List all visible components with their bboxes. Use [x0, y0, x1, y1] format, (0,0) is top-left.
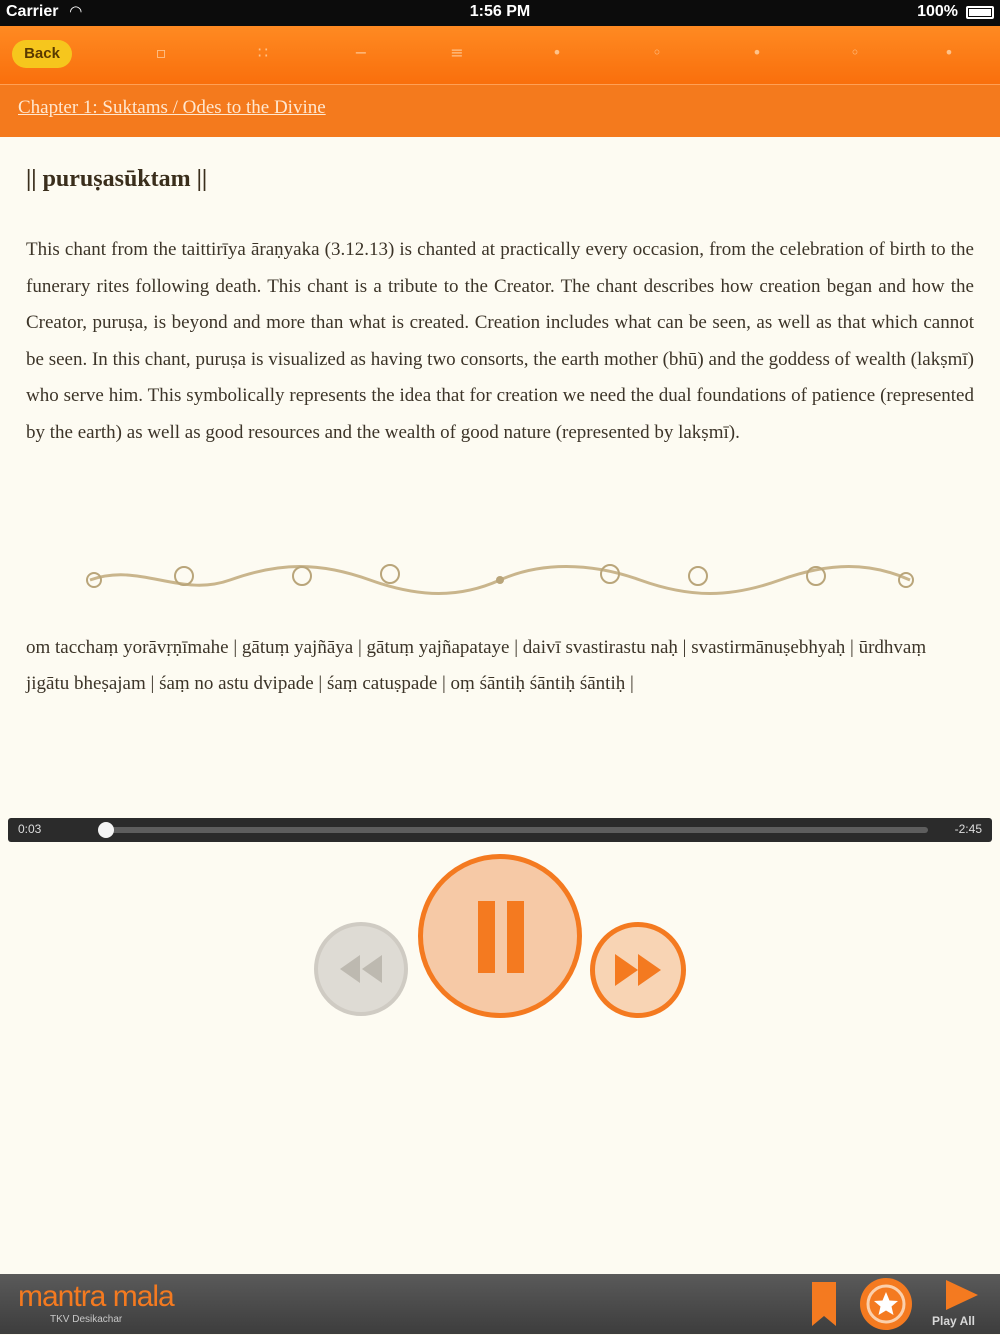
- chant-verse: om tacchaṃ yorāvṛṇīmahe | gātuṃ yajñāya | gātuṃ yajñapataye | daivī svastirastu naḥ | svastirmānuṣebhyaḥ | ūrdhvaṃ jigātu bheṣajam | śaṃ no astu dvipade | śaṃ catuṣpade | oṃ śāntiḥ śāntiḥ śāntiḥ |: [26, 637, 927, 694]
- grid-icon[interactable]: ∷: [257, 43, 269, 62]
- scrubber-handle[interactable]: [98, 822, 114, 838]
- list-icon[interactable]: ≡: [450, 43, 464, 62]
- play-all-label[interactable]: Play All: [932, 1314, 975, 1328]
- status-bar: [0, 0, 1000, 26]
- battery-percent: 100%: [917, 3, 958, 20]
- help-icon[interactable]: •: [944, 43, 954, 62]
- toc-icon[interactable]: ▫: [155, 43, 167, 62]
- share-icon[interactable]: •: [752, 43, 762, 62]
- app-logo-subtitle: TKV Desikachar: [50, 1314, 123, 1325]
- info-icon[interactable]: ◦: [652, 43, 662, 62]
- play-all-icon[interactable]: [944, 1280, 978, 1310]
- text-size-icon[interactable]: −: [354, 43, 368, 62]
- app-logo: mantra mala: [18, 1280, 174, 1313]
- back-button[interactable]: Back: [12, 40, 72, 68]
- clock: 1:56 PM: [469, 3, 531, 20]
- audio-progress-bar[interactable]: [8, 818, 992, 842]
- fast-forward-icon: [595, 927, 681, 1013]
- rewind-icon: [318, 926, 404, 1012]
- battery-icon: [966, 6, 994, 19]
- bottom-bar: [0, 1274, 1000, 1334]
- top-toolbar: [0, 26, 1000, 84]
- remaining-time: -2:45: [954, 822, 982, 836]
- breadcrumb-link[interactable]: Chapter 1: Suktams / Odes to the Divine: [18, 97, 326, 118]
- rewind-button[interactable]: [314, 922, 408, 1016]
- ornament-divider: [80, 558, 920, 602]
- pause-icon: [423, 859, 577, 1013]
- star-icon: [860, 1278, 912, 1330]
- breadcrumb-bar: [0, 84, 1000, 137]
- bookmark-icon[interactable]: [812, 1282, 836, 1326]
- wifi-icon: ◠: [70, 3, 82, 20]
- fast-forward-button[interactable]: [590, 922, 686, 1018]
- elapsed-time: 0:03: [18, 822, 42, 836]
- favorite-button[interactable]: [860, 1278, 912, 1330]
- carrier-label: Carrier: [6, 3, 59, 20]
- chant-intro: This chant from the taittirīya āraṇyaka (3.12.13) is chanted at practically every occasion, from the celebration of birth to the funerary rites following death. This chant is a tribute to the Creator. The chant describes how creation began and how the Creator, puruṣa, is beyond and more than what is created. Creation includes what can be seen, as well as that which cannot be seen. In this chant, puruṣa is visualized as having two consorts, the earth mother (bhū) and the goddess of wealth (lakṣmī) who serve him. This symbolically represents the idea that for creation we need the dual foundations of patience (represented by the earth) as well as good resources and the wealth of good nature (represented by lakṣmī).: [26, 239, 974, 443]
- pause-button[interactable]: [418, 854, 582, 1018]
- settings-icon[interactable]: •: [552, 43, 562, 62]
- search-icon[interactable]: ◦: [850, 43, 860, 62]
- chant-title: || puruṣasūktam ||: [26, 166, 208, 192]
- scrubber-track[interactable]: [106, 827, 928, 833]
